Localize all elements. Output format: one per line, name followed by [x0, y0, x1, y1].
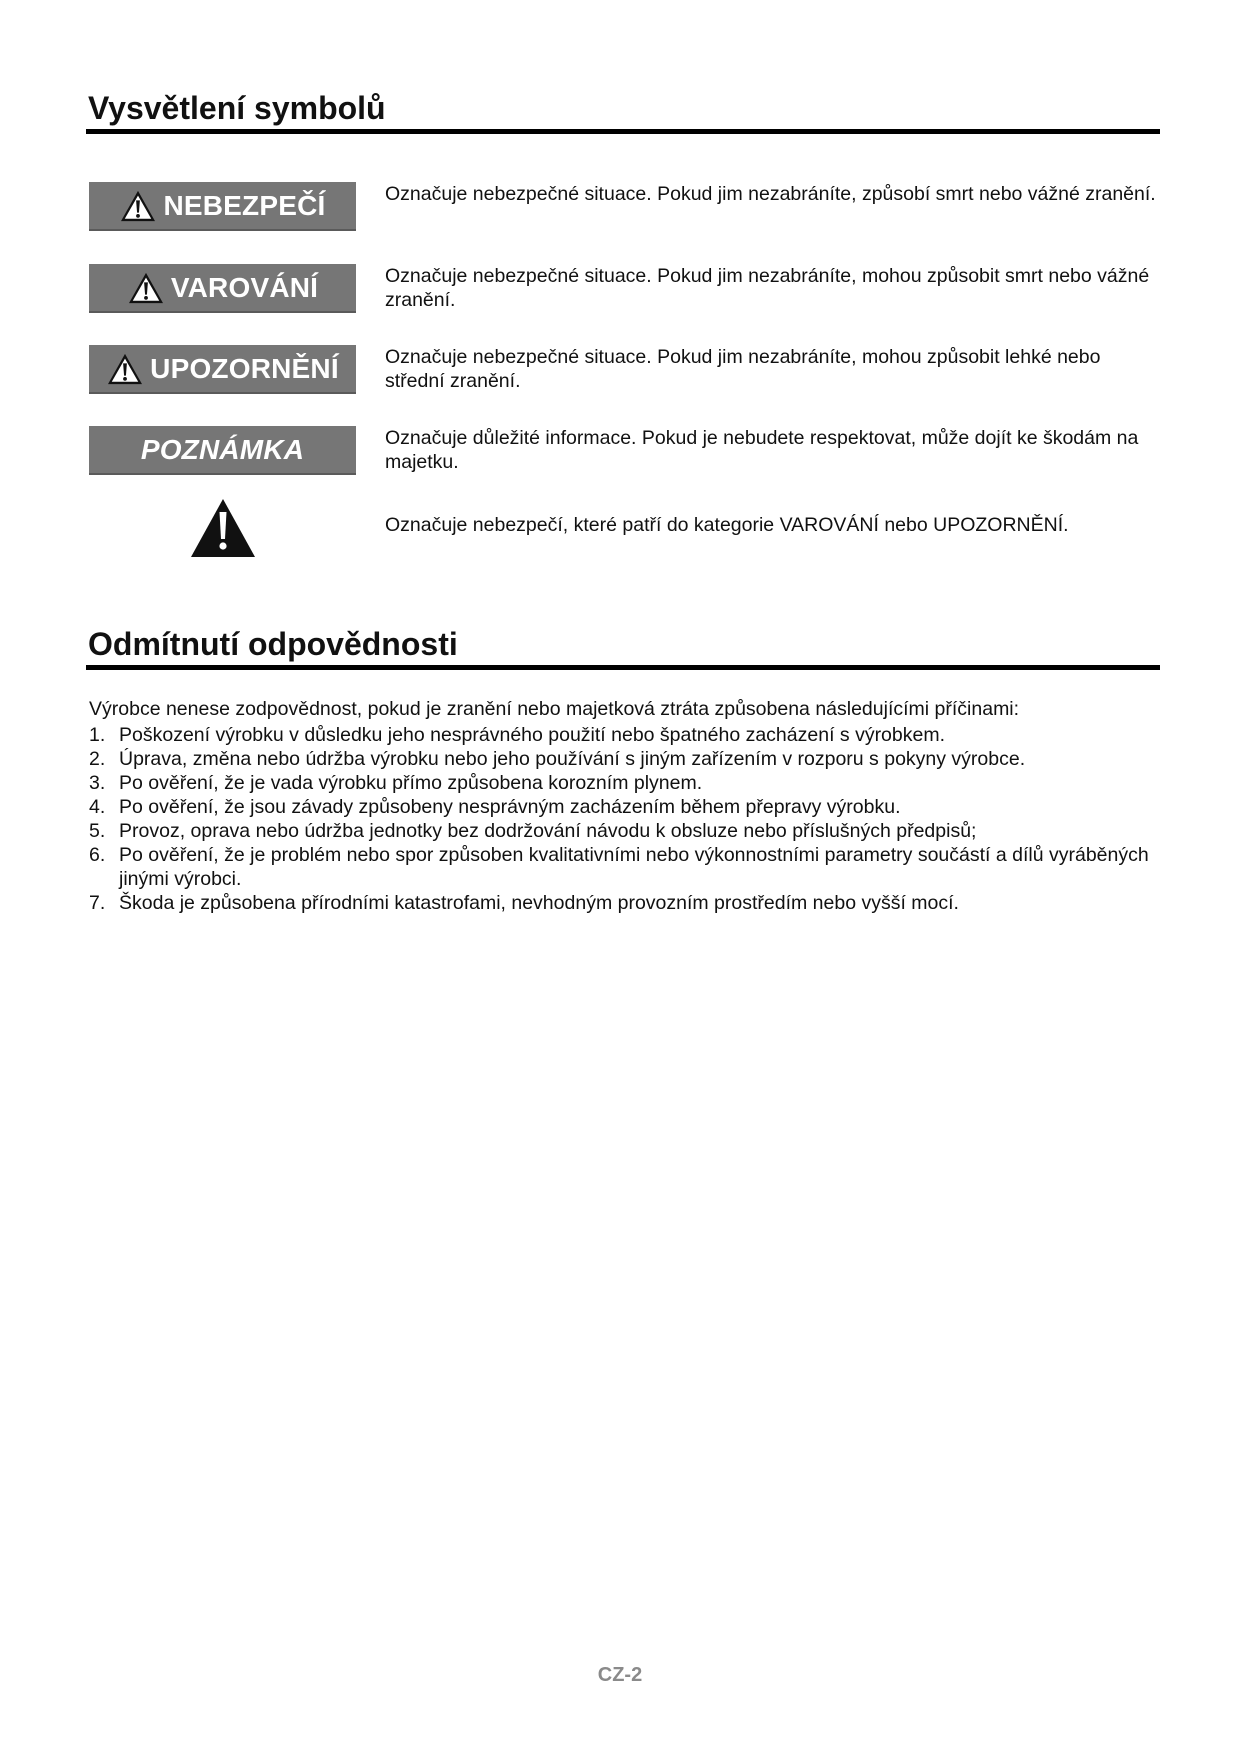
caution-description: Označuje nebezpečné situace. Pokud jim nezabráníte, mohou způsobit lehké nebo střední zranění. — [385, 346, 1101, 392]
general-warning-description: Označuje nebezpečí, které patří do kategorie VAROVÁNÍ nebo UPOZORNĚNÍ. — [385, 514, 1069, 536]
note-badge — [89, 426, 356, 475]
list-item-text: Škoda je způsobena přírodními katastrofami, nevhodným provozním prostředím nebo vyšší mocí. — [119, 892, 959, 914]
warning-description: Označuje nebezpečné situace. Pokud jim nezabráníte, mohou způsobit smrt nebo vážné zranění. — [385, 265, 1150, 311]
list-item-text: Úprava, změna nebo údržba výrobku nebo jeho používání s jiným zařízením v rozporu s pokyny výrobce. — [119, 748, 1026, 770]
disclaimer-list — [89, 723, 1169, 915]
warning-triangle-icon — [106, 352, 144, 386]
list-item-text: Po ověření, že jsou závady způsobeny nesprávným zacházením během přepravy výrobku. — [119, 796, 901, 818]
list-item-number: 5. — [89, 820, 106, 842]
list-item — [89, 723, 1169, 747]
list-item-number: 6. — [89, 844, 106, 866]
warning-triangle-icon — [127, 271, 165, 305]
list-item — [89, 771, 1169, 795]
note-description: Označuje důležité informace. Pokud je nebudete respektovat, může dojít ke škodám na majetku. — [385, 427, 1139, 473]
danger-description: Označuje nebezpečné situace. Pokud jim nezabráníte, způsobí smrt nebo vážné zranění. — [385, 183, 1156, 205]
list-item — [89, 795, 1169, 819]
caution-badge-label: UPOZORNĚNÍ — [150, 352, 339, 384]
page-number: CZ-2 — [597, 1664, 643, 1686]
list-item-text: Po ověření, že je vada výrobku přímo způsobena korozním plynem. — [119, 772, 703, 794]
list-item — [89, 819, 1169, 843]
list-item — [89, 843, 1169, 891]
list-item-number: 3. — [89, 772, 106, 794]
list-item-number: 7. — [89, 892, 106, 914]
list-item-number: 4. — [89, 796, 106, 818]
disclaimer-title-rule — [86, 665, 1160, 670]
warning-badge — [89, 264, 356, 313]
list-item-text: Provoz, oprava nebo údržba jednotky bez dodržování návodu k obsluze nebo příslušných předpisů; — [119, 820, 977, 842]
warning-triangle-icon — [190, 498, 256, 558]
list-item-number: 1. — [89, 724, 106, 746]
disclaimer-intro: Výrobce nenese zodpovědnost, pokud je zranění nebo majetková ztráta způsobena následujícími příčinami: — [89, 698, 1020, 720]
list-item-number: 2. — [89, 748, 106, 770]
danger-badge — [89, 182, 356, 231]
danger-badge-label: NEBEZPEČÍ — [163, 189, 326, 221]
list-item — [89, 747, 1169, 771]
list-item — [89, 891, 1169, 915]
list-item-text: Po ověření, že je problém nebo spor způsoben kvalitativními nebo výkonnostními parametry součástí a dílů vyráběných jinými výrobci. — [119, 844, 1149, 890]
symbols-section-title: Vysvětlení symbolů — [88, 90, 386, 126]
disclaimer-section-title: Odmítnutí odpovědnosti — [88, 626, 458, 662]
list-item-text: Poškození výrobku v důsledku jeho nesprávného použití nebo špatného zacházení s výrobkem. — [119, 724, 946, 746]
caution-badge — [89, 345, 356, 394]
symbols-title-rule — [86, 129, 1160, 134]
warning-triangle-icon — [119, 189, 157, 223]
note-badge-label: POZNÁMKA — [140, 433, 305, 465]
warning-badge-label: VAROVÁNÍ — [170, 271, 319, 303]
